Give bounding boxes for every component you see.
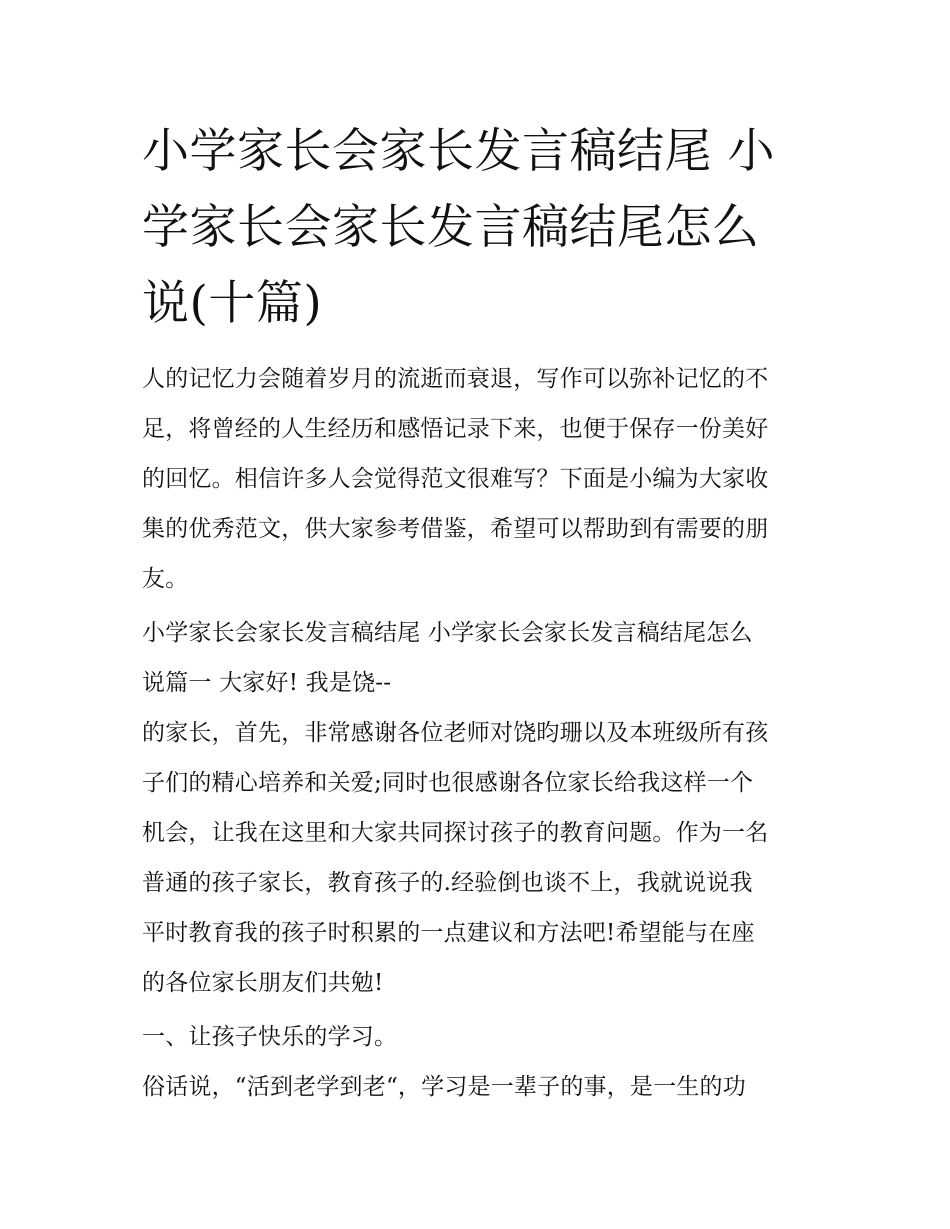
body-text-line: 平时教育我的孩子时积累的一点建议和方法吧!希望能与在座 — [142, 920, 755, 946]
document-title — [142, 114, 822, 342]
body-text-line: 的家长，首先，非常感谢各位老师对饶昀珊以及本班级所有孩 — [142, 720, 769, 746]
section-heading-line: 小学家长会家长发言稿结尾 小学家长会家长发言稿结尾怎么 — [142, 620, 753, 646]
title-line: 说(十篇) — [142, 276, 323, 331]
subheading-line: 一、让孩子快乐的学习。 — [142, 1024, 398, 1050]
body-text-line: 子们的精心培养和关爱;同时也很感谢各位家长给我这样一个 — [142, 770, 754, 796]
intro-text-line: 友。 — [142, 566, 189, 592]
body-text-line: 的各位家长朋友们共勉! — [142, 970, 384, 996]
title-line: 小学家长会家长发言稿结尾 小 — [142, 124, 775, 179]
intro-text-line: 的回忆。相信许多人会觉得范文很难写？下面是小编为大家收 — [142, 466, 769, 492]
section-heading-line: 说篇一 大家好! 我是饶-- — [142, 670, 392, 696]
body-text-line: 俗话说，“活到老学到老“，学习是一辈子的事，是一生的功 — [142, 1074, 746, 1100]
intro-text-line: 集的优秀范文，供大家参考借鉴，希望可以帮助到有需要的朋 — [142, 516, 769, 542]
body-text-line: 机会，让我在这里和大家共同探讨孩子的教育问题。作为一名 — [142, 820, 769, 846]
title-line: 学家长会家长发言稿结尾怎么 — [142, 200, 760, 255]
intro-text-line: 足，将曾经的人生经历和感悟记录下来，也便于保存一份美好 — [142, 416, 769, 442]
intro-text-line: 人的记忆力会随着岁月的流逝而衰退，写作可以弥补记忆的不 — [142, 366, 769, 392]
body-text-line: 普通的孩子家长，教育孩子的.经验倒也谈不上，我就说说我 — [142, 870, 753, 896]
